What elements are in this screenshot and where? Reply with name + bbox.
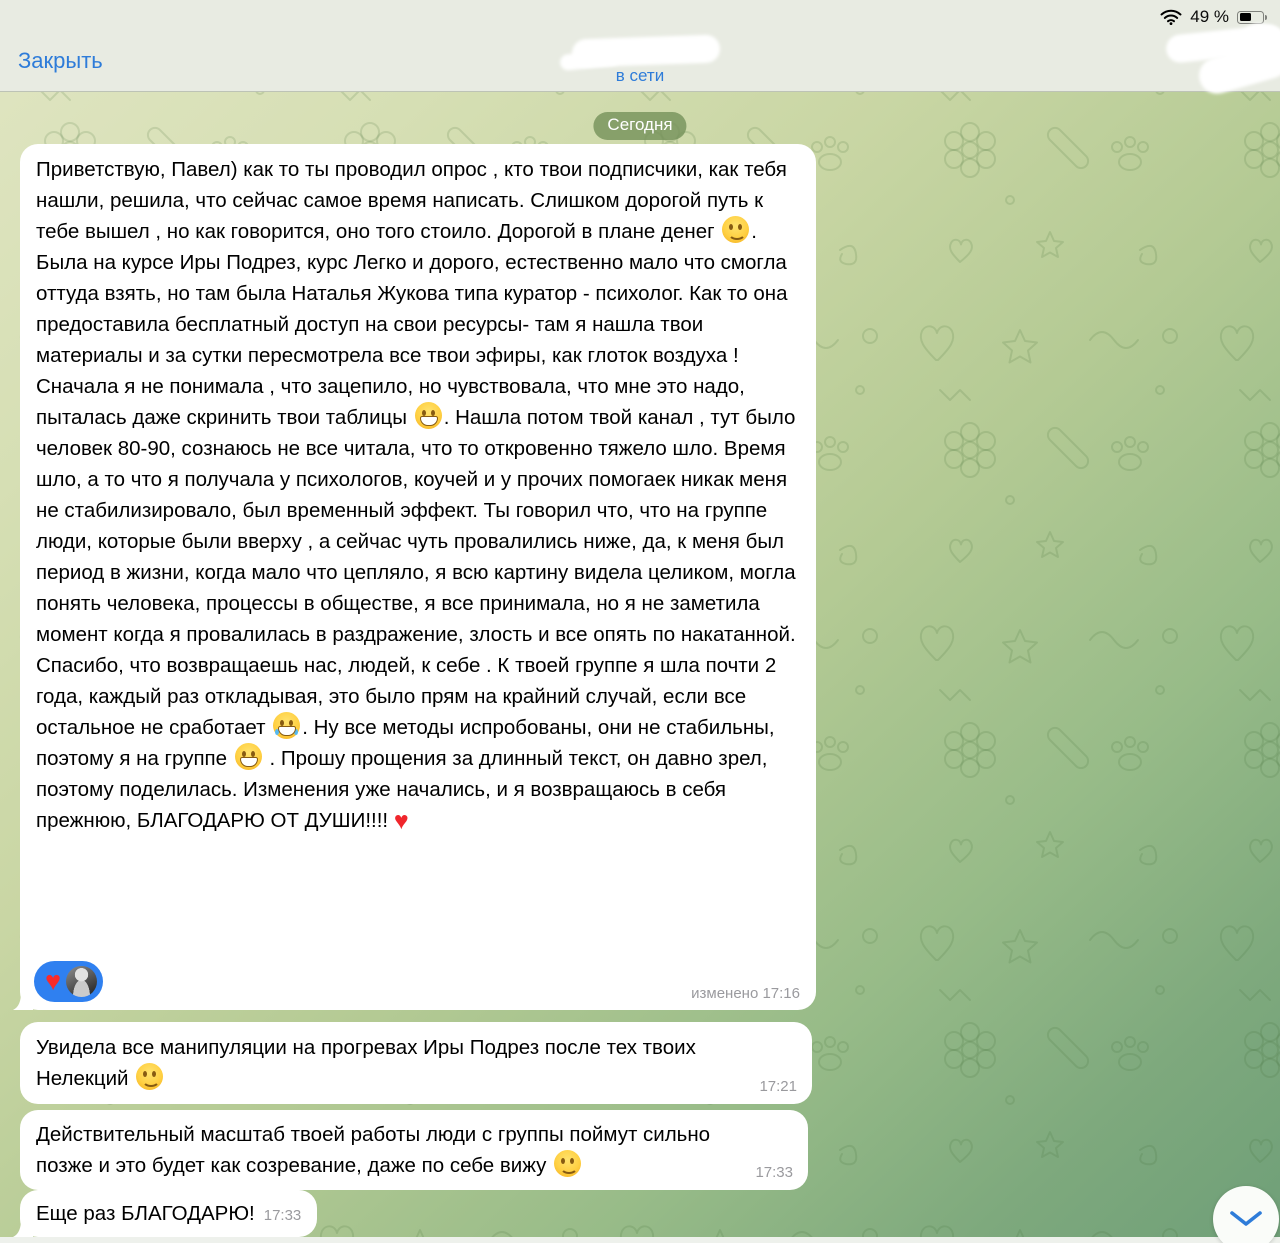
navigation-bar — [0, 0, 1280, 92]
message-footer — [34, 961, 800, 1002]
grin-emoji — [415, 402, 442, 429]
battery-fill — [1240, 13, 1251, 21]
message-time: 17:33 — [263, 1207, 302, 1224]
message-bubble[interactable] — [20, 1190, 317, 1237]
chevron-down-icon — [1230, 1211, 1262, 1227]
close-button[interactable]: Закрыть — [18, 48, 103, 73]
reaction-pill[interactable] — [34, 961, 103, 1002]
date-separator: Сегодня — [593, 112, 686, 140]
message-time: 17:21 — [759, 1078, 797, 1095]
message-text: Действительный масштаб твоей работы люди с группы поймут сильно позже и это будет как созревание, даже по себе вижу — [36, 1123, 711, 1177]
blush-emoji — [722, 216, 749, 243]
reactor-avatar — [66, 966, 97, 997]
battery-icon — [1237, 11, 1264, 24]
message-time: 17:33 — [755, 1164, 793, 1181]
input-bar-edge — [0, 1237, 1280, 1243]
message-bubble[interactable] — [20, 1110, 808, 1190]
blush-emoji — [136, 1063, 163, 1090]
message-bubble[interactable] — [20, 1022, 812, 1104]
message-bubble[interactable] — [20, 144, 816, 1010]
battery-percent: 49 % — [1190, 7, 1229, 26]
message-text: Еще раз БЛАГОДАРЮ! — [36, 1202, 255, 1225]
joy-emoji — [273, 712, 300, 739]
message-text: Приветствую, Павел) как то ты проводил опрос , кто твои подписчики, как тебя нашли, решила, что сейчас самое время написать. Слишком дорогой путь к тебе вышел , но как говорится, оно того стоило. Дорогой в плане денег . Была на курсе Иры Подрез, курс Легко и дорого, естественно мало что смогла оттуда взять, но там была Наталья Жукова типа куратор - психолог. Как то она предоставила бесплатный доступ на свои ресурсы- там я нашла твои материалы и за сутки пересмотрела все твои эфиры, как глоток воздуха ! Сначала я не понимала , что зацепило, но чувствовала, что мне это надо, пыталась даже скринить твои таблицы . Нашла потом твой канал , тут было человек 80-90, сознаюсь не все читала, что то откровенно тяжело шло. Время шло, а то что я получала у психологов, коучей и у прочих помогаек никак меня не стабилизировало, был временный эффект. Ты говорил что, что на группе люди, которые были вверху , а сейчас чуть провалились ниже, да, к меня был период в жизни, когда мало что цепляло, я всю картину видела целиком, могла понять человека, процессы в обществе, я все принимала, но я не заметила момент когда я провалилась в раздражение, злость и все опять по накатанной. Спасибо, что возвращаешь нас, людей, к себе . К твоей группе я шла почти 2 года, каждый раз откладывая, это было прям на крайний случай, если все остальное не сработает . Ну все методы испробованы, они не стабильны, поэтому я на группе . Прошу прощения за длинный текст, он давно зрел, поэтому поделилась. Изменения уже начались, и я возвращаюсь в себя прежнюю, БЛАГОДАРЮ ОТ ДУШИ!!!! ♥ — [36, 158, 796, 835]
heart-emoji: ♥ — [393, 807, 409, 835]
scroll-to-bottom-button[interactable] — [1213, 1186, 1279, 1243]
presence-status: в сети — [615, 66, 665, 85]
blush-emoji — [554, 1150, 581, 1177]
edited-timestamp: изменено 17:16 — [691, 985, 800, 1002]
status-bar — [1160, 7, 1264, 27]
wifi-icon — [1160, 9, 1182, 25]
message-text: Увидела все манипуляции на прогревах Иры Подрез после тех твоих Нелекций — [36, 1036, 696, 1090]
heart-reaction-icon: ♥ — [45, 966, 62, 996]
grin-emoji — [235, 743, 262, 770]
battery-nub — [1265, 15, 1268, 20]
